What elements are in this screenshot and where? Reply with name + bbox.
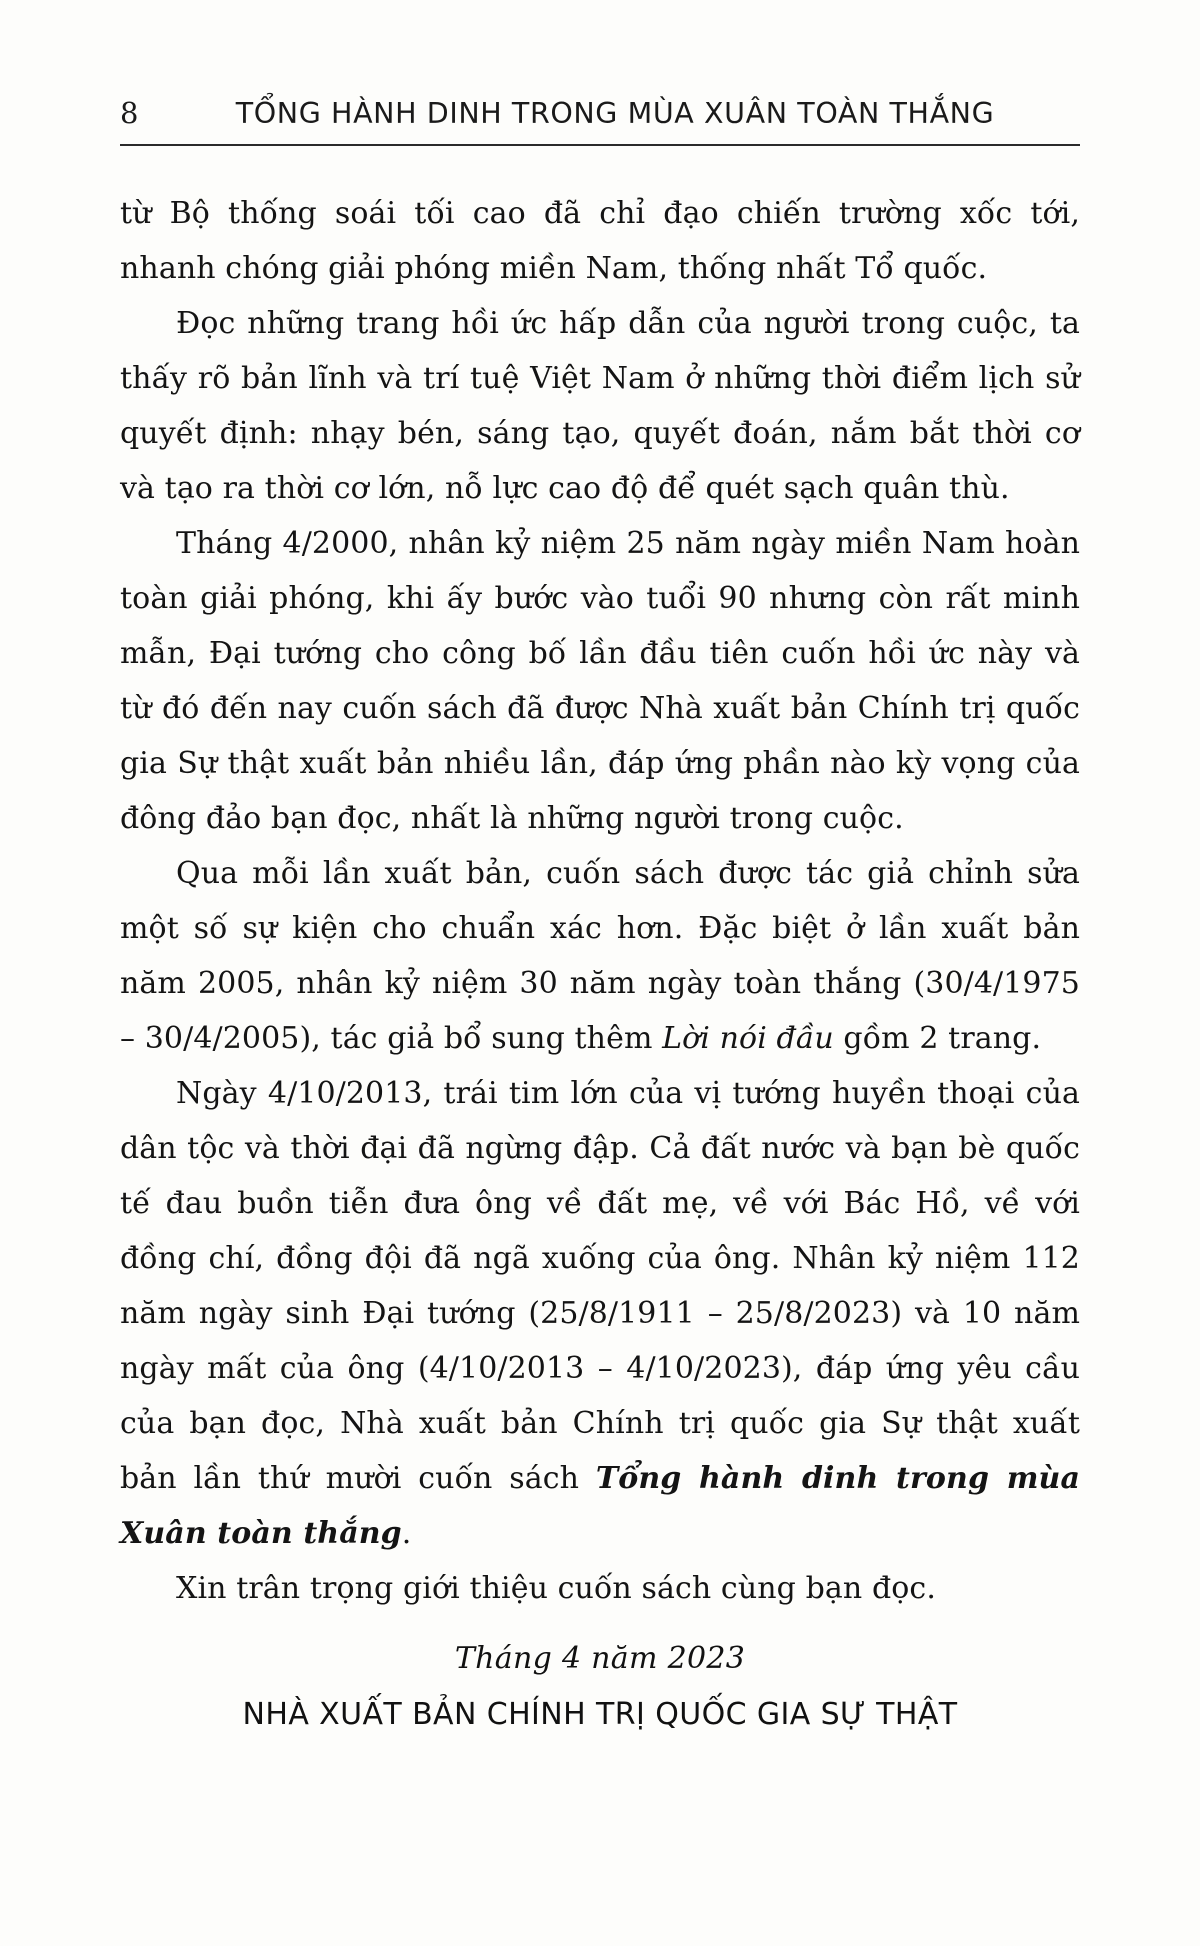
paragraph-5-part-b: . [401,1516,412,1551]
body-text [120,186,1080,1616]
paragraph-continued: từ Bộ thống soái tối cao đã chỉ đạo chiến trường xốc tới, nhanh chóng giải phóng miền Nam, thống nhất Tổ quốc. [120,196,1080,286]
paragraph-4-part-b: gồm 2 trang. [833,1021,1042,1056]
running-head [120,96,1080,130]
paragraph-5 [120,1066,1080,1561]
signoff-block [120,1632,1080,1742]
book-title-bold-italic: Tổng hành dinh trong mùa Xuân toàn thắng [120,1461,1080,1551]
paragraph-5-part-a: Ngày 4/10/2013, trái tim lớn của vị tướng huyền thoại của dân tộc và thời đại đã ngừng đập. Cả đất nước và bạn bè quốc tế đau buồn tiễn đưa ông về đất mẹ, về với Bác Hồ, về với đồng chí, đồng đội đã ngã xuống của ông. Nhân kỷ niệm 112 năm ngày sinh Đại tướng (25/8/1911 – 25/8/2023) và 10 năm ngày mất của ông (4/10/2013 – 4/10/2023), đáp ứng yêu cầu của bạn đọc, Nhà xuất bản Chính trị quốc gia Sự thật xuất bản lần thứ mười cuốn sách [120,1076,1080,1496]
header-rule [120,144,1080,146]
signoff-date: Tháng 4 năm 2023 [454,1641,746,1676]
paragraph-6: Xin trân trọng giới thiệu cuốn sách cùng bạn đọc. [176,1571,936,1606]
signoff-publisher: NHÀ XUẤT BẢN CHÍNH TRỊ QUỐC GIA SỰ THẬT [242,1697,958,1732]
page-content [120,96,1080,1742]
paragraph-4-part-a: Qua mỗi lần xuất bản, cuốn sách được tác giả chỉnh sửa một số sự kiện cho chuẩn xác hơn. Đặc biệt ở lần xuất bản năm 2005, nhân kỷ niệm 30 năm ngày toàn thắng (30/4/1975 – 30/4/2005), tác giả bổ sung thêm [120,856,1080,1056]
paragraph-2: Đọc những trang hồi ức hấp dẫn của người trong cuộc, ta thấy rõ bản lĩnh và trí tuệ Việt Nam ở những thời điểm lịch sử quyết định: nhạy bén, sáng tạo, quyết đoán, nắm bắt thời cơ và tạo ra thời cơ lớn, nỗ lực cao độ để quét sạch quân thù. [120,306,1080,506]
running-title: TỔNG HÀNH DINH TRONG MÙA XUÂN TOÀN THẮNG [235,97,995,130]
preface-title-italic: Lời nói đầu [662,1021,834,1056]
page-number: 8 [120,96,139,130]
paragraph-3: Tháng 4/2000, nhân kỷ niệm 25 năm ngày miền Nam hoàn toàn giải phóng, khi ấy bước vào tuổi 90 nhưng còn rất minh mẫn, Đại tướng cho công bố lần đầu tiên cuốn hồi ức này và từ đó đến nay cuốn sách đã được Nhà xuất bản Chính trị quốc gia Sự thật xuất bản nhiều lần, đáp ứng phần nào kỳ vọng của đông đảo bạn đọc, nhất là những người trong cuộc. [120,526,1080,836]
paragraph-4 [120,846,1080,1066]
